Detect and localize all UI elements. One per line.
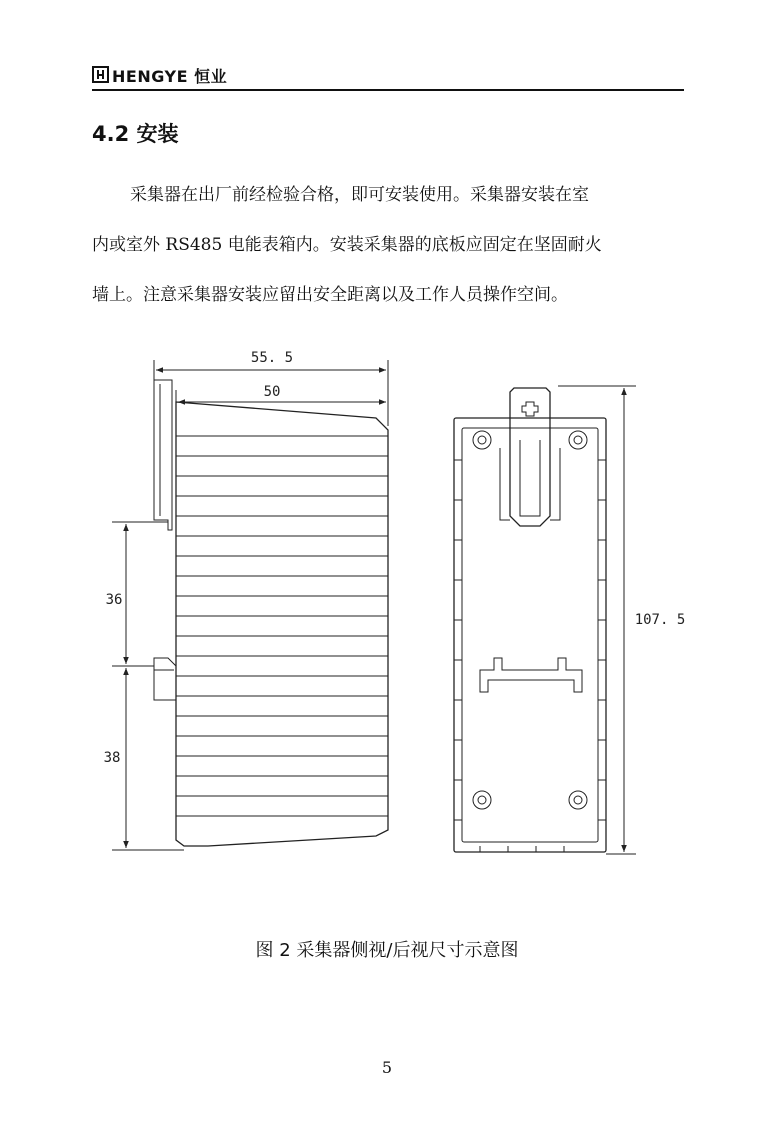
dim-lower-height: 38 — [103, 750, 121, 766]
brand-name: HENGYE 恒业 — [112, 67, 228, 86]
screw-icon — [473, 431, 491, 449]
dim-total-width: 55. 5 — [250, 350, 294, 366]
section-title: 4.2 安装 — [92, 122, 179, 146]
collector-dimension-svg — [88, 340, 692, 868]
page-header — [92, 62, 684, 90]
paragraph-line: 墙上。注意采集器安装应留出安全距离以及工作人员操作空间。 — [92, 285, 568, 305]
side-view — [112, 360, 388, 850]
header-divider — [92, 89, 684, 91]
figure-caption: 图 2 采集器侧视/后视尺寸示意图 — [255, 940, 519, 961]
dim-body-width: 50 — [263, 384, 281, 400]
page-number: 5 — [381, 1058, 393, 1077]
side-ribs — [176, 436, 388, 816]
dim-upper-height: 36 — [105, 592, 123, 608]
body-paragraph — [92, 170, 686, 320]
screw-icon — [569, 791, 587, 809]
back-view — [454, 386, 636, 854]
dimension-drawing — [88, 340, 692, 868]
screw-icon — [473, 791, 491, 809]
hengye-logo-icon — [92, 66, 109, 83]
dim-back-height: 107. 5 — [634, 612, 686, 628]
paragraph-line: 采集器在出厂前经检验合格，即可安装使用。采集器安装在室 — [130, 185, 589, 205]
paragraph-line: 内或室外 RS485 电能表箱内。安装采集器的底板应固定在坚固耐火 — [92, 235, 602, 255]
screw-icon — [569, 431, 587, 449]
